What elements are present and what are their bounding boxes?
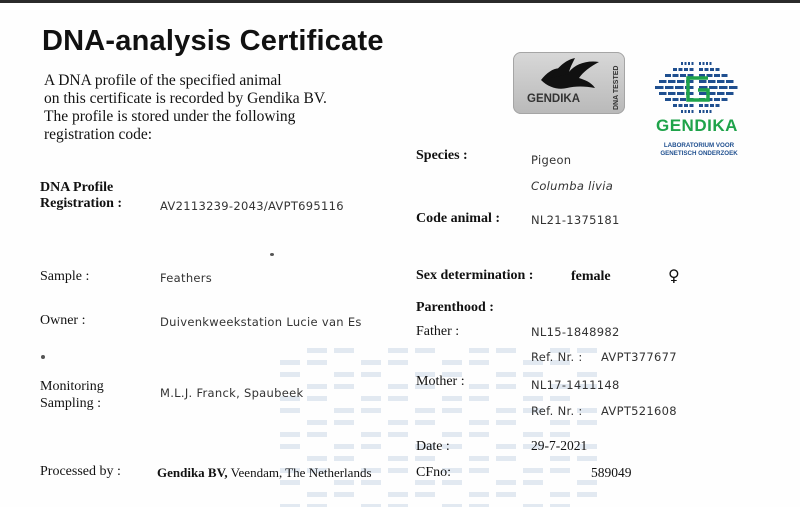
father-value: NL15-1848982 [531,325,620,339]
intro-line: The profile is stored under the following [44,108,296,125]
processed-company: Gendika BV, [157,465,228,480]
badge-word: GENDIKA [527,93,581,105]
date-value: 29-7-2021 [531,438,588,453]
logo-subtitle-line: LABORATORIUM VOOR [663,142,735,149]
certificate-title: DNA-analysis Certificate [42,25,384,57]
monitoring-value: M.L.J. Franck, Spaubeek [160,386,304,400]
intro-line: A DNA profile of the specified animal [44,72,282,89]
dna-tested-badge [513,52,625,114]
sex-label: Sex determination : [416,268,534,283]
mother-value: NL17-1411148 [531,378,620,392]
logo-subtitle-line: GENETISCH ONDERZOEK [660,150,738,157]
father-ref-label: Ref. Nr. : [531,350,583,364]
intro-line: on this certificate is recorded by Gendika BV. [44,90,327,107]
registration-label-line1: DNA Profile [40,180,114,195]
scan-speck [270,253,274,256]
species-label: Species : [416,148,468,163]
mother-ref-label: Ref. Nr. : [531,404,583,418]
logo-word: GENDIKA [656,116,738,135]
code-animal-value: NL21-1375181 [531,213,620,227]
cfno-value: 589049 [591,465,632,480]
monitoring-label-line1: Monitoring [40,379,104,394]
processed-label: Processed by : [40,464,121,479]
sample-label: Sample : [40,269,90,284]
female-symbol-icon: ♀ [668,266,680,285]
mother-ref-value: AVPT521608 [601,404,677,418]
processed-value [157,465,372,481]
dna-watermark-icon [280,348,610,507]
code-animal-label: Code animal : [416,211,500,226]
parenthood-label: Parenthood : [416,300,494,315]
logo-subtitle [654,142,744,158]
mother-label: Mother : [416,374,465,389]
registration-label-line2: Registration : [40,196,123,211]
processed-location: Veendam, The Netherlands [230,465,372,480]
registration-value: AV2113239-2043/AVPT695116 [160,199,344,213]
intro-text [44,72,364,144]
badge-side-text: DNA TESTED [613,65,620,110]
cfno-label: CFno: [416,465,452,480]
pigeon-icon [535,58,605,94]
owner-label: Owner : [40,313,86,328]
species-latin-value: Columba livia [531,179,614,193]
scan-speck [41,355,45,359]
species-common-value: Pigeon [531,153,572,167]
sample-value: Feathers [160,271,213,285]
date-label: Date : [416,439,450,454]
monitoring-label-line2: Sampling : [40,396,102,411]
intro-line: registration code: [44,126,153,143]
owner-value: Duivenkweekstation Lucie van Es [160,315,362,329]
gendika-dna-logo-icon [652,60,742,116]
sex-value: female [571,269,611,284]
father-label: Father : [416,324,460,339]
father-ref-value: AVPT377677 [601,350,677,364]
